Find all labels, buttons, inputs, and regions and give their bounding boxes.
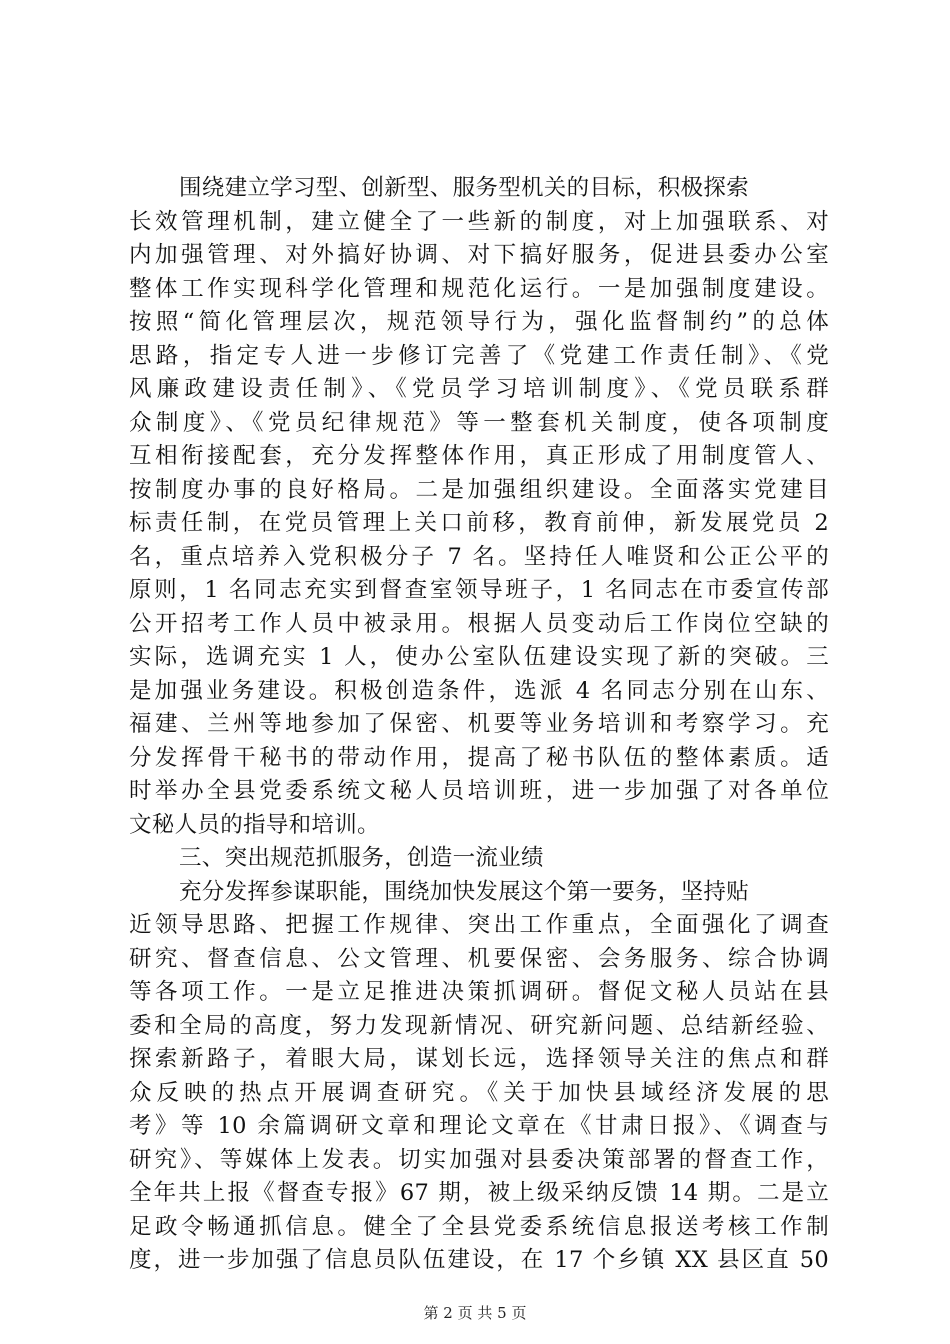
paragraph-line: 足政令畅通抓信息。健全了全县党委系统信息报送考核工作制 — [129, 1213, 829, 1240]
paragraph-line: 原则，1 名同志充实到督查室领导班子，1 名同志在市委宣传部 — [129, 577, 829, 603]
paragraph-line: 度，进一步加强了信息员队伍建设，在 17 个乡镇 XX 县区直 50 — [129, 1247, 829, 1273]
section-heading: 三、突出规范抓服务，创造一流业绩 — [179, 845, 544, 871]
paragraph-line: 近领导思路、把握工作规律、突出工作重点，全面强化了调查 — [129, 912, 829, 938]
paragraph-line: 研究》、等媒体上发表。切实加强对县委决策部署的督查工作， — [129, 1146, 829, 1173]
paragraph-line: 公开招考工作人员中被录用。根据人员变动后工作岗位空缺的 — [129, 610, 829, 637]
paragraph-line: 标责任制，在党员管理上关口前移，教育前伸，新发展党员 2 — [129, 510, 829, 536]
paragraph-line: 全年共上报《督查专报》67 期，被上级采纳反馈 14 期。二是立 — [129, 1180, 829, 1206]
paragraph-line: 等各项工作。一是立足推进决策抓调研。督促文秘人员站在县 — [129, 979, 829, 1005]
document-body — [129, 172, 829, 1278]
paragraph-line: 长效管理机制，建立健全了一些新的制度，对上加强联系、对 — [129, 208, 829, 235]
paragraph-line: 思路，指定专人进一步修订完善了《党建工作责任制》、《党 — [129, 342, 829, 369]
paragraph-line: 围绕建立学习型、创新型、服务型机关的目标，积极探索 — [179, 175, 750, 201]
paragraph-line: 名，重点培养入党积极分子 7 名。坚持任人唯贤和公正公平的 — [129, 543, 829, 570]
paragraph-line: 实际，选调充实 1 人，使办公室队伍建设实现了新的突破。三 — [129, 644, 829, 670]
paragraph-line: 按照“简化管理层次，规范领导行为，强化监督制约”的总体 — [129, 309, 829, 335]
paragraph-line: 时举办全县党委系统文秘人员培训班，进一步加强了对各单位 — [129, 778, 829, 804]
paragraph-line: 充分发挥参谋职能，围绕加快发展这个第一要务，坚持贴 — [179, 878, 750, 905]
paragraph-line: 福建、兰州等地参加了保密、机要等业务培训和考察学习。充 — [129, 711, 829, 737]
paragraph-line: 按制度办事的良好格局。二是加强组织建设。全面落实党建目 — [129, 476, 829, 503]
paragraph-line: 研究、督查信息、公文管理、机要保密、会务服务、综合协调 — [129, 945, 829, 972]
page-number: 第 2 页 共 5 页 — [423, 1304, 527, 1322]
paragraph-line: 委和全局的高度，努力发现新情况、研究新问题、总结新经验、 — [129, 1012, 829, 1039]
paragraph-line: 整体工作实现科学化管理和规范化运行。一是加强制度建设。 — [129, 275, 829, 302]
paragraph-line: 文秘人员的指导和培训。 — [129, 811, 380, 838]
paragraph-line: 内加强管理、对外搞好协调、对下搞好服务，促进县委办公室 — [129, 242, 829, 268]
paragraph-line: 探索新路子，着眼大局，谋划长远，选择领导关注的焦点和群 — [129, 1046, 829, 1072]
paragraph-line: 风廉政建设责任制》、《党员学习培训制度》、《党员联系群 — [129, 376, 829, 402]
paragraph-line: 互相衔接配套，充分发挥整体作用，真正形成了用制度管人、 — [129, 443, 829, 469]
paragraph-line: 是加强业务建设。积极创造条件，选派 4 名同志分别在山东、 — [129, 677, 829, 704]
paragraph-line: 分发挥骨干秘书的带动作用，提高了秘书队伍的整体素质。适 — [129, 744, 829, 771]
paragraph-line: 众制度》、《党员纪律规范》等一整套机关制度，使各项制度 — [129, 409, 829, 436]
paragraph-line: 考》等 10 余篇调研文章和理论文章在《甘肃日报》、《调查与 — [129, 1113, 829, 1139]
paragraph-line: 众反映的热点开展调查研究。《关于加快县域经济发展的思 — [129, 1079, 829, 1106]
